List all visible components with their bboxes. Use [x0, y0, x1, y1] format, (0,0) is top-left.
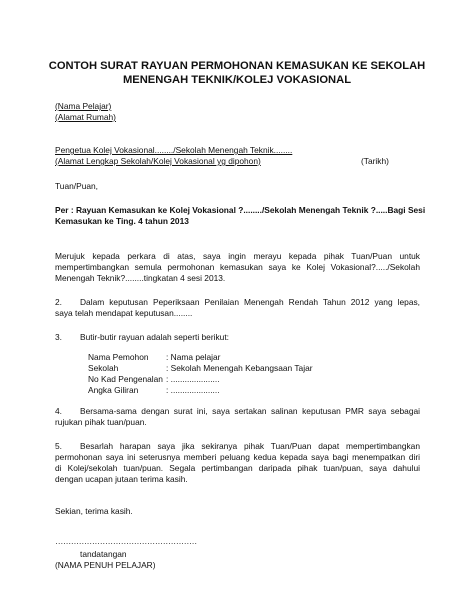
para5-line2: permohonan saya ini seterusnya memberi peluang kedua kepada saya bagi menempatkan diri [55, 452, 420, 462]
sender-name: (Nama Pelajar) [55, 101, 112, 111]
para5-line3: di Kolej/sekolah tuan/puan. Segala pertimbangan daripada pihak tuan/puan, saya dahului [55, 463, 420, 473]
para3-line1: Butir-butir rayuan adalah seperti berikut: [80, 332, 229, 342]
para1-line2: mempertimbangkan semula permohonan kemasukan saya ke Kolej Vokasional?...../Sekolah [55, 262, 420, 272]
para3-number: 3. [55, 332, 62, 342]
para4-line2: rujukan pihak tuan/puan. [55, 417, 147, 427]
letter-date: (Tarikh) [361, 156, 389, 166]
para2-line2: saya telah mendapat keputusan........ [55, 308, 193, 318]
recipient-line2: (Alamat Lengkap Sekolah/Kolej Vokasional yg dipohon) [55, 156, 261, 166]
para4-number: 4. [55, 406, 62, 416]
sender-address: (Alamat Rumah) [55, 112, 116, 122]
para1-line3: Menengah Teknik?........tingkatan 4 sesi 2013. [55, 273, 226, 283]
salutation: Tuan/Puan, [55, 181, 98, 191]
signature-label: tandatangan [80, 549, 127, 559]
para4-line1: Bersama-sama dengan surat ini, saya sertakan salinan keputusan PMR saya sebagai [80, 406, 420, 416]
detail-label: No Kad Pengenalan [88, 374, 163, 384]
detail-label: Angka Giliran [88, 385, 139, 395]
document-title-line1: CONTOH SURAT RAYUAN PERMOHONAN KEMASUKAN KE SEKOLAH [48, 60, 426, 72]
detail-value: : Sekolah Menengah Kebangsaan Tajar [166, 363, 313, 373]
para2-number: 2. [55, 297, 62, 307]
detail-value: : ..................... [166, 385, 220, 395]
recipient-line1: Pengetua Kolej Vokasional......../Sekolah Menengah Teknik........ [55, 145, 293, 155]
signature-line: ……………………………………………… [55, 536, 197, 546]
para5-line1: Besarlah harapan saya jika sekiranya pihak Tuan/Puan dapat mempertimbangkan [80, 441, 420, 451]
para5-number: 5. [55, 441, 62, 451]
para2-line1: Dalam keputusan Peperiksaan Penilaian Menengah Rendah Tahun 2012 yang lepas, [80, 297, 420, 307]
subject-line1: Per : Rayuan Kemasukan ke Kolej Vokasional ?......../Sekolah Menengah Teknik ?.....Bagi Sesi [55, 205, 426, 215]
document-title-line2: MENENGAH TEKNIK/KOLEJ VOKASIONAL [122, 74, 352, 86]
closing-text: Sekian, terima kasih. [55, 506, 133, 516]
detail-value: : Nama pelajar [166, 352, 221, 362]
detail-label: Nama Pemohon [88, 352, 149, 362]
subject-line2: Kemasukan ke Ting. 4 tahun 2013 [55, 216, 189, 226]
para1-line1: Merujuk kepada perkara di atas, saya ingin merayu kepada pihak Tuan/Puan untuk [55, 251, 420, 261]
detail-label: Sekolah [88, 363, 119, 373]
detail-value: : ..................... [166, 374, 220, 384]
para5-line4: dengan ucapan jutaan terima kasih. [55, 474, 188, 484]
full-name-placeholder: (NAMA PENUH PELAJAR) [55, 560, 156, 570]
